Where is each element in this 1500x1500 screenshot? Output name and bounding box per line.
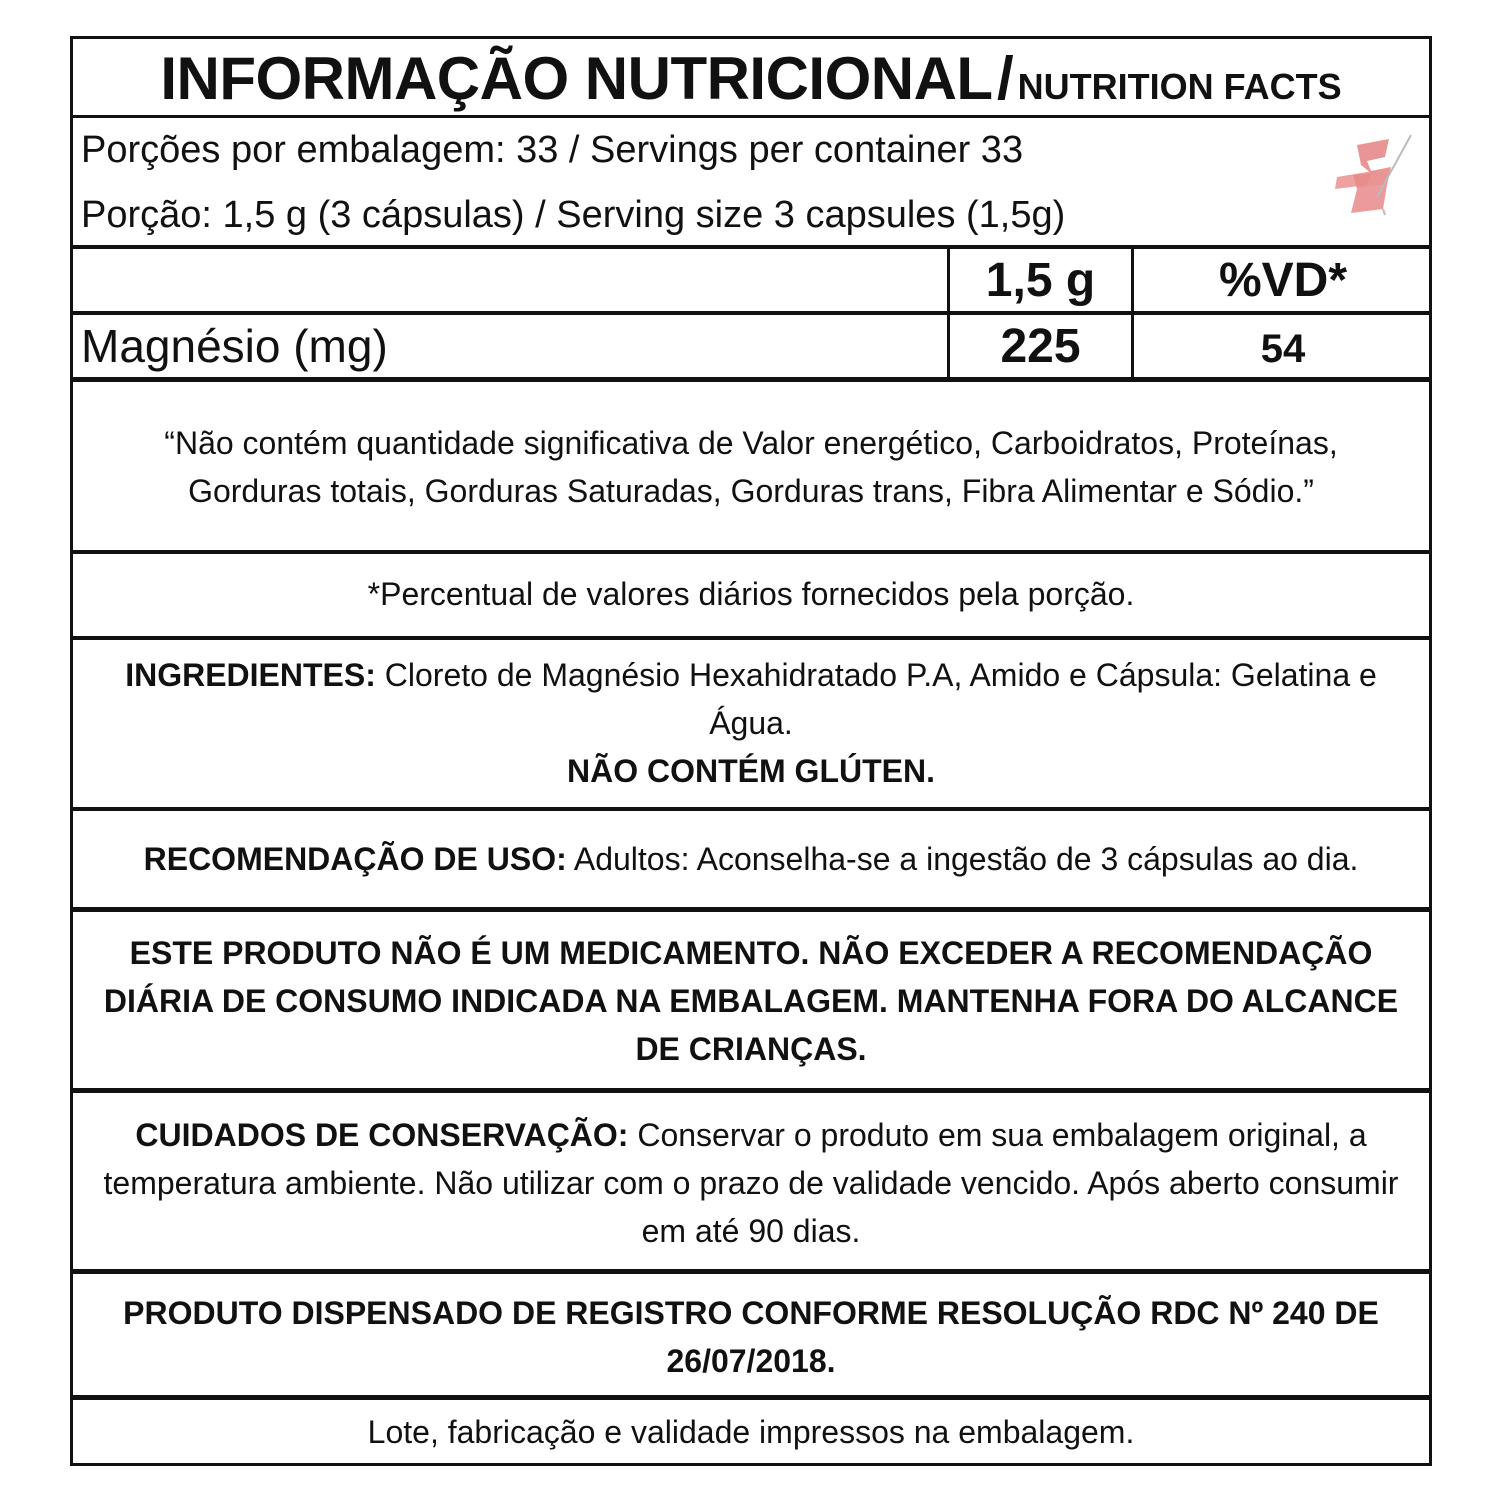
column-header-dv: %VD* <box>1218 254 1348 307</box>
divider <box>73 377 1429 382</box>
divider <box>73 245 1429 249</box>
divider <box>73 1269 1429 1274</box>
ingredients-label: INGREDIENTES: <box>125 657 376 693</box>
warning-text: ESTE PRODUTO NÃO É UM MEDICAMENTO. NÃO EXCEDER A RECOMENDAÇÃO DIÁRIA DE CONSUMO INDICADA NA EMBALAGEM. MANTENHA FORA DO ALCANCE DE CRIANÇAS. <box>103 935 1399 1067</box>
label-title <box>73 39 1429 117</box>
divider <box>73 550 1429 554</box>
not-significant-note: “Não contém quantidade significativa de Valor energético, Carboidratos, Proteínas, Gorduras totais, Gorduras Saturadas, Gorduras trans, Fibra Alimentar e Sódio.” <box>164 425 1338 509</box>
brand-logo-icon <box>1327 127 1417 227</box>
batch-info: Lote, fabricação e validade impressos na embalagem. <box>367 1414 1135 1450</box>
nutrient-amount: 225 <box>1000 320 1081 373</box>
nutrition-label <box>70 36 1432 1466</box>
divider <box>73 807 1429 811</box>
usage-label: RECOMENDAÇÃO DE USO: <box>143 841 567 877</box>
title-pt: INFORMAÇÃO NUTRICIONAL <box>160 45 993 112</box>
divider <box>73 636 1429 640</box>
usage-text: Adultos: Aconselha-se a ingestão de 3 cápsulas ao dia. <box>566 841 1359 877</box>
title-en: NUTRITION FACTS <box>1017 66 1342 107</box>
storage-label: CUIDADOS DE CONSERVAÇÃO: <box>135 1117 629 1153</box>
nutrient-name: Magnésio (mg) <box>81 320 388 372</box>
dv-footnote: *Percentual de valores diários fornecidos pela porção. <box>367 576 1135 612</box>
title-separator: / <box>997 45 1014 112</box>
divider <box>73 907 1429 912</box>
storage-section <box>73 1111 1429 1255</box>
storage-text: Conservar o produto em sua embalagem original, a temperatura ambiente. Não utilizar com o prazo de validade vencido. Após aberto consumir em até 90 dias. <box>103 1117 1399 1249</box>
serving-size: Porção: 1,5 g (3 cápsulas) / Serving size 3 capsules (1,5g) <box>81 194 1066 236</box>
gluten-notice: NÃO CONTÉM GLÚTEN. <box>567 753 935 789</box>
registration-notice: PRODUTO DISPENSADO DE REGISTRO CONFORME RESOLUÇÃO RDC Nº 240 DE 26/07/2018. <box>123 1295 1379 1379</box>
column-header-amount: 1,5 g <box>985 254 1096 307</box>
ingredients-text: Cloreto de Magnésio Hexahidratado P.A, Amido e Cápsula: Gelatina e Água. <box>375 657 1377 741</box>
divider <box>73 115 1429 118</box>
servings-per-container: Porções por embalagem: 33 / Servings per container 33 <box>81 129 1024 171</box>
divider <box>73 1088 1429 1093</box>
ingredients-section <box>73 651 1429 795</box>
divider <box>73 1395 1429 1400</box>
nutrient-dv: 54 <box>1260 327 1306 371</box>
divider <box>73 311 1429 315</box>
usage-section <box>73 835 1429 883</box>
